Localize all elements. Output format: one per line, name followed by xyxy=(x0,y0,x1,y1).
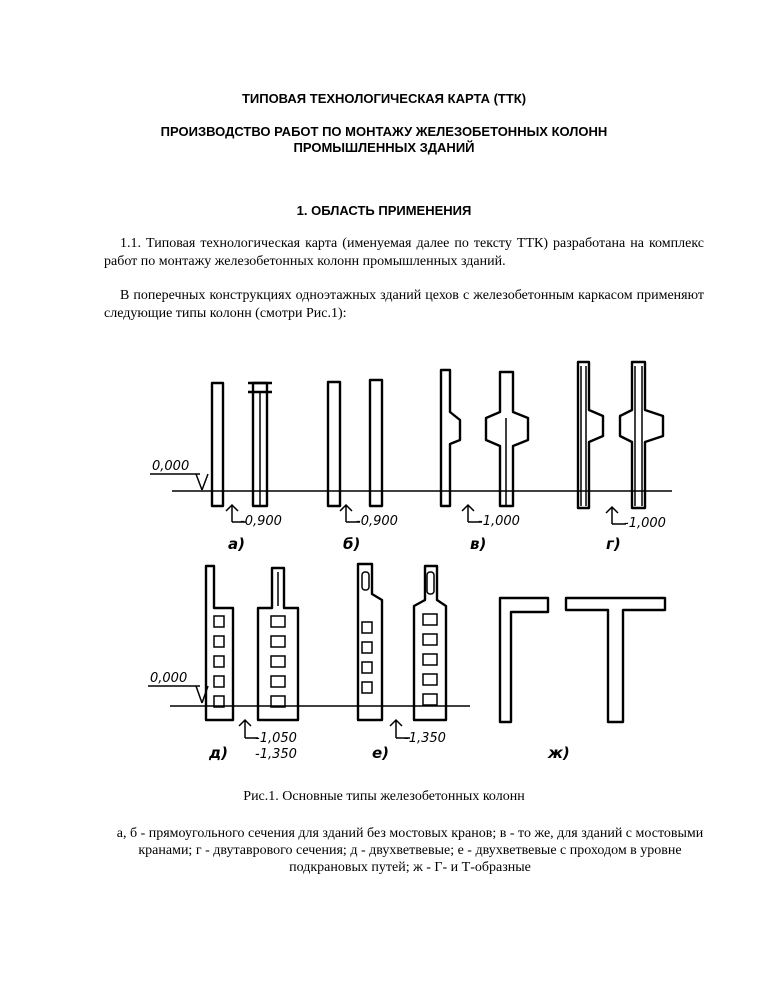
column-g xyxy=(578,362,666,553)
column-e xyxy=(358,564,446,762)
document-title-line-2: ПРОМЫШЛЕННЫХ ЗДАНИЙ xyxy=(293,140,475,155)
level-marker-bottom xyxy=(148,671,208,703)
level-label-bottom: 0,000 xyxy=(150,671,188,686)
column-zh xyxy=(500,598,665,762)
column-b xyxy=(328,380,398,553)
document-type-heading: ТИПОВАЯ ТЕХНОЛОГИЧЕСКАЯ КАРТА (ТТК) xyxy=(241,91,527,106)
dim-a: -0,900 xyxy=(240,514,282,529)
level-marker-top xyxy=(150,459,208,490)
dim-d2: -1,350 xyxy=(255,747,297,762)
label-a: а) xyxy=(228,535,245,553)
dim-g: -1,000 xyxy=(624,516,666,531)
level-label-top: 0,000 xyxy=(152,459,190,474)
column-d xyxy=(206,566,298,762)
label-e: е) xyxy=(372,744,390,762)
label-d: д) xyxy=(209,744,228,762)
label-g: г) xyxy=(606,535,621,553)
section-heading: 1. ОБЛАСТЬ ПРИМЕНЕНИЯ xyxy=(296,203,472,218)
figure-caption: Рис.1. Основные типы железобетонных колонн xyxy=(243,789,525,804)
column-v xyxy=(441,370,528,553)
dim-b: -0,900 xyxy=(356,514,398,529)
label-v: в) xyxy=(470,535,487,553)
dim-e: -1,350 xyxy=(404,731,446,746)
label-b: б) xyxy=(343,535,361,553)
document-title-line-1: ПРОИЗВОДСТВО РАБОТ ПО МОНТАЖУ ЖЕЛЕЗОБЕТОННЫХ КОЛОНН xyxy=(160,124,608,139)
label-zh: ж) xyxy=(548,744,570,762)
dim-d1: -1,050 xyxy=(255,731,297,746)
column-a xyxy=(212,383,282,553)
paragraph-1-1-text: 1.1. Типовая технологическая карта (именуемая далее по тексту ТТК) разработана на комплекс работ по монтажу железобетонных колонн промышленных зданий. xyxy=(104,236,704,269)
paragraph-column-types-text: В поперечных конструкциях одноэтажных зданий цехов с железобетонным каркасом применяют следующие типы колонн (смотри Рис.1): xyxy=(104,288,704,321)
figure-legend: а, б - прямоугольного сечения для зданий без мостовых кранов; в - то же, для зданий с мостовыми кранами; г - двутаврового сечения; д - двухветвевые; е - двухветвевые с проходом в уровне подкрановых путей; ж - Г- и Т-образные xyxy=(116,826,704,875)
dim-v: -1,000 xyxy=(478,514,520,529)
